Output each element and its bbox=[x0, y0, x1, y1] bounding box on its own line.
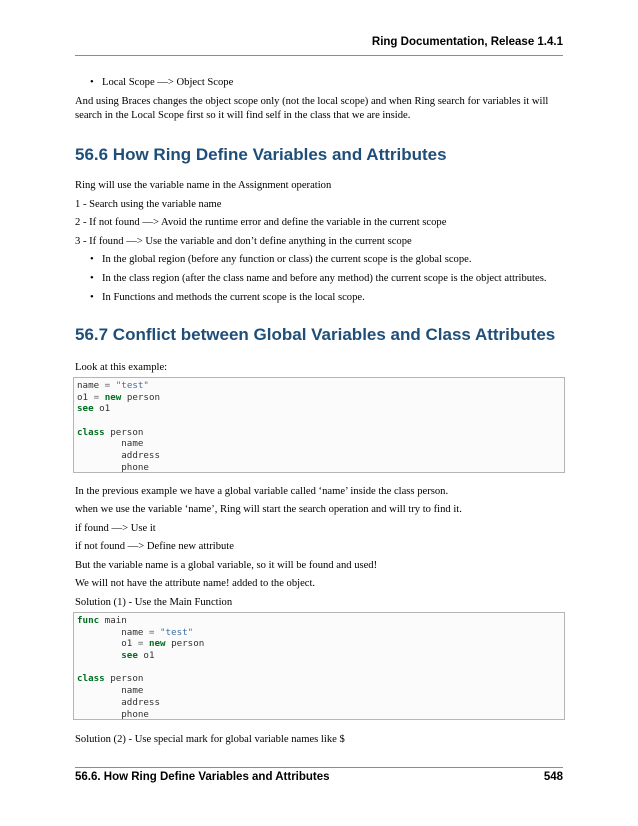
bullet-dot: • bbox=[90, 77, 94, 88]
paragraph: In the previous example we have a global variable called ‘name’ inside the class person. bbox=[75, 486, 449, 497]
paragraph: 3 - If found —> Use the variable and don’t define anything in the current scope bbox=[75, 236, 412, 247]
paragraph: We will not have the attribute name! added to the object. bbox=[75, 578, 316, 589]
paragraph: when we use the variable ‘name’, Ring will start the search operation and will try to find it. bbox=[75, 504, 462, 515]
paragraph: Look at this example: bbox=[75, 362, 168, 373]
footer-section-title: 56.6. How Ring Define Variables and Attributes bbox=[75, 771, 330, 783]
footer-rule bbox=[75, 767, 563, 768]
paragraph: Solution (2) - Use special mark for global variable names like $ bbox=[75, 734, 345, 745]
paragraph: But the variable name is a global variable, so it will be found and used! bbox=[75, 560, 378, 571]
intro-bullet-text: Local Scope —> Object Scope bbox=[102, 77, 234, 88]
code-block-example: name = "test" o1 = new person see o1 class person name address phone bbox=[73, 377, 565, 473]
paragraph: 2 - If not found —> Avoid the runtime error and define the variable in the current scope bbox=[75, 217, 447, 228]
paragraph: Solution (1) - Use the Main Function bbox=[75, 597, 233, 608]
page-number: 548 bbox=[543, 771, 563, 783]
scope-bullet-text: In Functions and methods the current scope is the local scope. bbox=[102, 292, 365, 303]
scope-bullet-text: In the class region (after the class name and before any method) the current scope is the object attributes. bbox=[102, 273, 547, 284]
running-header: Ring Documentation, Release 1.4.1 bbox=[371, 36, 563, 48]
code-block-solution-1: func main name = "test" o1 = new person see o1 class person name address phone bbox=[73, 612, 565, 720]
running-footer bbox=[75, 771, 563, 787]
header-rule bbox=[75, 55, 563, 56]
paragraph: Ring will use the variable name in the Assignment operation bbox=[75, 180, 332, 191]
section-heading-56-6: 56.6 How Ring Define Variables and Attributes bbox=[75, 145, 447, 164]
paragraph: if found —> Use it bbox=[75, 523, 156, 534]
paragraph: 1 - Search using the variable name bbox=[75, 199, 222, 210]
scope-bullet-text: In the global region (before any function or class) the current scope is the global scope. bbox=[102, 254, 472, 265]
intro-paragraph: And using Braces changes the object scope only (not the local scope) and when Ring search for variables it will search in the Local Scope first so it will find self in the class that we are inside. bbox=[75, 96, 549, 121]
document-page: Ring Documentation, Release 1.4.1 • Local Scope —> Object Scope And using Braces changes the object scope only (not the local scope) and when Ring search for variables it will search in the Local Scope first so it will find self in the class that we are inside. 56.6 How Ring Define Variables and Attributes Ring will use the variable name in the Assignment operation 1 - Search using the variable name 2 - If not found —> Avoid the runtime error and define the variable in the current scope 3 - If found —> Use the variable and don’t define anything in the current scope • In the global region (before any function or class) the current scope is the global scope. • In the class region (after the class name and before any method) the current scope is the object attributes. • In Functions and methods the current scope is the local scope. 56.7 Conflict between Global Variables and Class Attributes Look at this example: name = "test" o1 = new person see o1 class person name address phone In the previous example we have a global variable called ‘name’ inside the class person. when we use the variable ‘name’, Ring will start the search operation and will try to find it. if found —> Use it if not found —> Define new attribute But the variable name is a global variable, so it will be found and used! We will not have the attribute name! added to the object. Solution (1) - Use the Main Function func main name = "test" o1 = new person see o1 class person name address phone Solution (2) - Use special mark for global variable names like $ 56.6. How Ring Define Variables and Attributes 548 bbox=[0, 0, 638, 826]
section-heading-56-7: 56.7 Conflict between Global Variables and Class Attributes bbox=[75, 325, 556, 344]
paragraph: if not found —> Define new attribute bbox=[75, 541, 234, 552]
